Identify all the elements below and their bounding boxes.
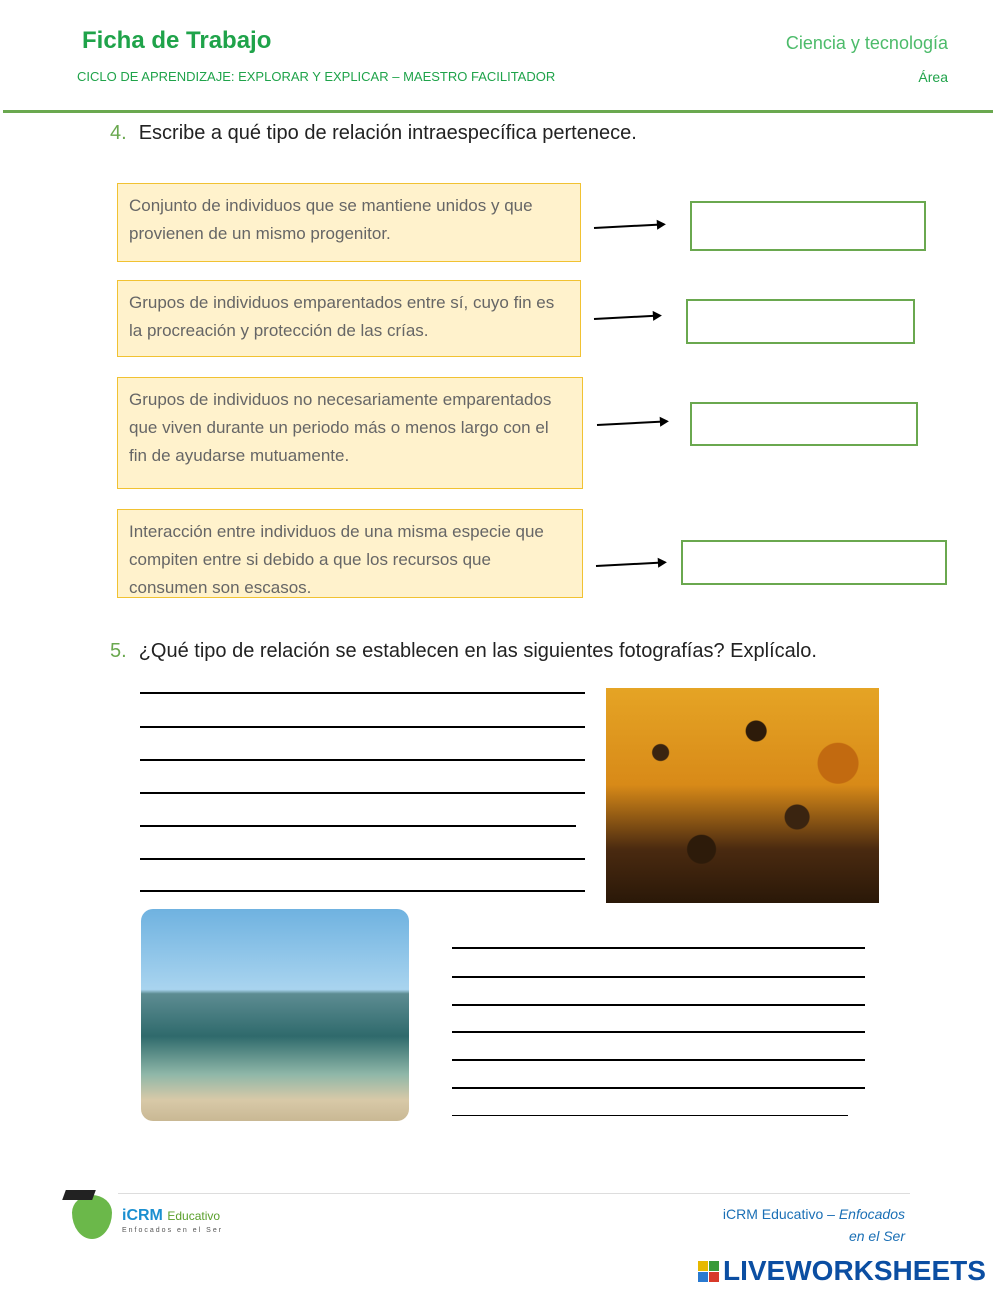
logo-name: iCRM <box>122 1207 163 1224</box>
header-divider <box>3 110 993 113</box>
liveworksheets-logo-icon <box>698 1261 719 1282</box>
answer-line[interactable] <box>140 759 585 761</box>
icrm-logo <box>64 1190 234 1245</box>
answer-line[interactable] <box>452 1087 865 1089</box>
bees-honeycomb-photo <box>606 688 879 903</box>
description-box-3: Grupos de individuos no necesariamente emparentados que viven durante un periodo más o menos largo con el fin de ayudarse mutuamente. <box>117 377 583 489</box>
question-number: 5. <box>110 640 127 662</box>
answer-line[interactable] <box>452 1004 865 1006</box>
answer-line[interactable] <box>140 692 585 694</box>
answer-line[interactable] <box>140 890 585 892</box>
answer-line[interactable] <box>452 1115 848 1116</box>
graduation-cap-icon <box>62 1190 96 1200</box>
credit-italic: en el Ser <box>848 1228 905 1244</box>
question-text: Escribe a qué tipo de relación intraespecífica pertenece. <box>138 122 637 144</box>
answer-line[interactable] <box>452 1031 865 1033</box>
brand-text: LIVEWORKSHEETS <box>723 1255 986 1286</box>
arrow-icon <box>596 561 665 567</box>
description-box-4: Interacción entre individuos de una misma especie que compiten entre si debido a que los recursos que consumen son escasos. <box>117 509 583 598</box>
answer-line[interactable] <box>452 947 865 949</box>
credit-italic: Enfocados <box>838 1206 905 1222</box>
question-text: ¿Qué tipo de relación se establecen en las siguientes fotografías? Explícalo. <box>138 640 817 662</box>
answer-input-2[interactable] <box>686 299 915 344</box>
question-4 <box>110 122 637 145</box>
question-5 <box>110 640 817 663</box>
answer-input-3[interactable] <box>690 402 918 446</box>
footer-divider <box>118 1193 910 1194</box>
seagulls-photo <box>141 909 409 1121</box>
arrow-icon <box>594 223 664 229</box>
answer-input-1[interactable] <box>690 201 926 251</box>
answer-line[interactable] <box>452 976 865 978</box>
area-name: Ciencia y tecnología <box>785 33 948 53</box>
answer-line[interactable] <box>140 726 585 728</box>
arrow-icon <box>597 420 667 426</box>
logo-tagline: Enfocados en el Ser <box>122 1227 224 1234</box>
answer-line[interactable] <box>140 792 585 794</box>
worksheet-subtitle: CICLO DE APRENDIZAJE: EXPLORAR Y EXPLICAR – MAESTRO FACILITADOR <box>77 69 556 84</box>
description-box-2: Grupos de individuos emparentados entre sí, cuyo fin es la procreación y protección de las crías. <box>117 280 581 357</box>
description-box-1: Conjunto de individuos que se mantiene unidos y que provienen de un mismo progenitor. <box>117 183 581 262</box>
puzzle-heart-icon <box>72 1195 112 1239</box>
question-number: 4. <box>110 122 127 144</box>
answer-line[interactable] <box>140 858 585 860</box>
footer-credit <box>723 1206 905 1222</box>
liveworksheets-brand <box>698 1255 986 1287</box>
area-label: Área <box>918 69 948 85</box>
answer-input-4[interactable] <box>681 540 947 585</box>
credit-text: iCRM Educativo – <box>722 1206 839 1222</box>
answer-line[interactable] <box>452 1059 865 1061</box>
answer-line[interactable] <box>140 825 576 827</box>
logo-suffix: Educativo <box>167 1209 221 1223</box>
worksheet-title: Ficha de Trabajo <box>82 27 272 54</box>
footer-credit-2 <box>849 1228 905 1244</box>
arrow-icon <box>594 315 660 320</box>
